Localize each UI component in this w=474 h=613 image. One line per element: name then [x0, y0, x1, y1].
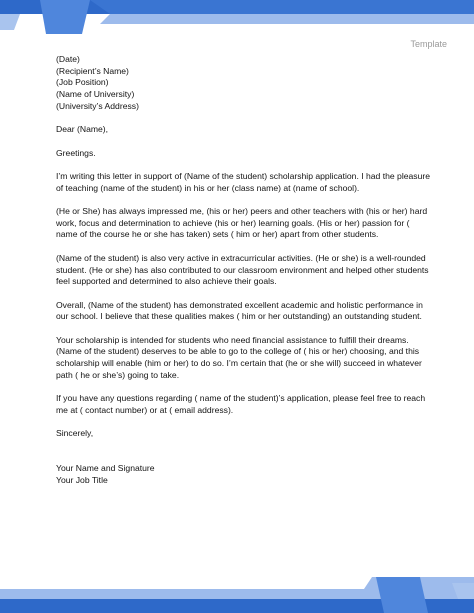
letter-body: [56, 54, 431, 487]
header-band-mid: [40, 0, 90, 34]
closing: Sincerely,: [56, 428, 94, 439]
address-line: (Job Position): [56, 77, 109, 88]
paragraph-line: our school. I believe that these qualities makes ( him or her outstanding) an outstanding student.: [56, 311, 422, 322]
paragraph-line: feel supported and determined to also achieve their goals.: [56, 276, 277, 287]
paragraph-activities: [56, 252, 429, 288]
header-band-pale: [90, 0, 474, 14]
paragraph-contact: [56, 393, 424, 416]
signature-title: Your Job Title: [56, 475, 108, 486]
paragraph-line: I’m writing this letter in support of (Name of the student) scholarship application. I had the pleasure: [56, 170, 431, 181]
paragraph-scholarship: [56, 335, 424, 382]
address-line: (University’s Address): [56, 100, 139, 111]
paragraph-line: path ( he or she’s) going to take.: [56, 369, 180, 380]
header-band-wide: [100, 14, 474, 24]
paragraph-line: name of the course he or she has taken) sets ( him or her) apart from other students.: [56, 229, 379, 240]
greeting: Greetings.: [56, 147, 96, 158]
paragraph-line: (Name of the student) is also very active in extracurricular activities. (He or she) is a well-rounded: [56, 252, 426, 263]
paragraph-line: (Name of the student) deserves to be able to go to the college of ( his or her) choosing, and this: [56, 346, 420, 357]
paragraph-line: Your scholarship is intended for students who need financial assistance to fulfill their dreams.: [56, 334, 409, 345]
paragraph-line: work, focus and determination to achieve (his or her) learning goals. (His or her) passion for (: [56, 217, 410, 228]
paragraph-line: of teaching (name of the student) in his or her (class name) at (name of school).: [56, 182, 360, 193]
footer-band-mid: [376, 577, 428, 613]
header-band-light: [0, 14, 20, 30]
paragraph-overall: [56, 300, 424, 323]
address-line: (Name of University): [56, 89, 135, 100]
paragraph-introduction: [56, 170, 431, 194]
paragraph-line: me at ( contact number) or at ( email address).: [56, 404, 234, 415]
paragraph-line: If you have any questions regarding ( name of the student)’s application, please feel free to reach: [56, 393, 426, 404]
paragraph-line: Overall, (Name of the student) has demonstrated excellent academic and holistic performance in: [56, 299, 423, 310]
salutation: Dear (Name),: [56, 124, 109, 135]
recipient-address-block: [56, 54, 424, 113]
address-line: (Date): [56, 54, 80, 64]
footer-banner: [0, 573, 474, 613]
paragraph-line: scholarship will enable (him or her) to do so. I’m certain that (he or she will) succeed in whatever: [56, 358, 422, 369]
paragraph-line: (He or She) has always impressed me, (his or her) peers and other teachers with (his or her) hard: [56, 206, 428, 217]
paragraph-qualities: [56, 206, 428, 241]
paragraph-line: student. (He or she) has also contributed to our classroom environment and helped other students: [56, 264, 429, 275]
signature-name: Your Name and Signature: [56, 463, 155, 474]
header-banner: [0, 0, 474, 40]
address-line: (Recipient’s Name): [56, 65, 129, 76]
template-label: Template: [410, 39, 447, 49]
